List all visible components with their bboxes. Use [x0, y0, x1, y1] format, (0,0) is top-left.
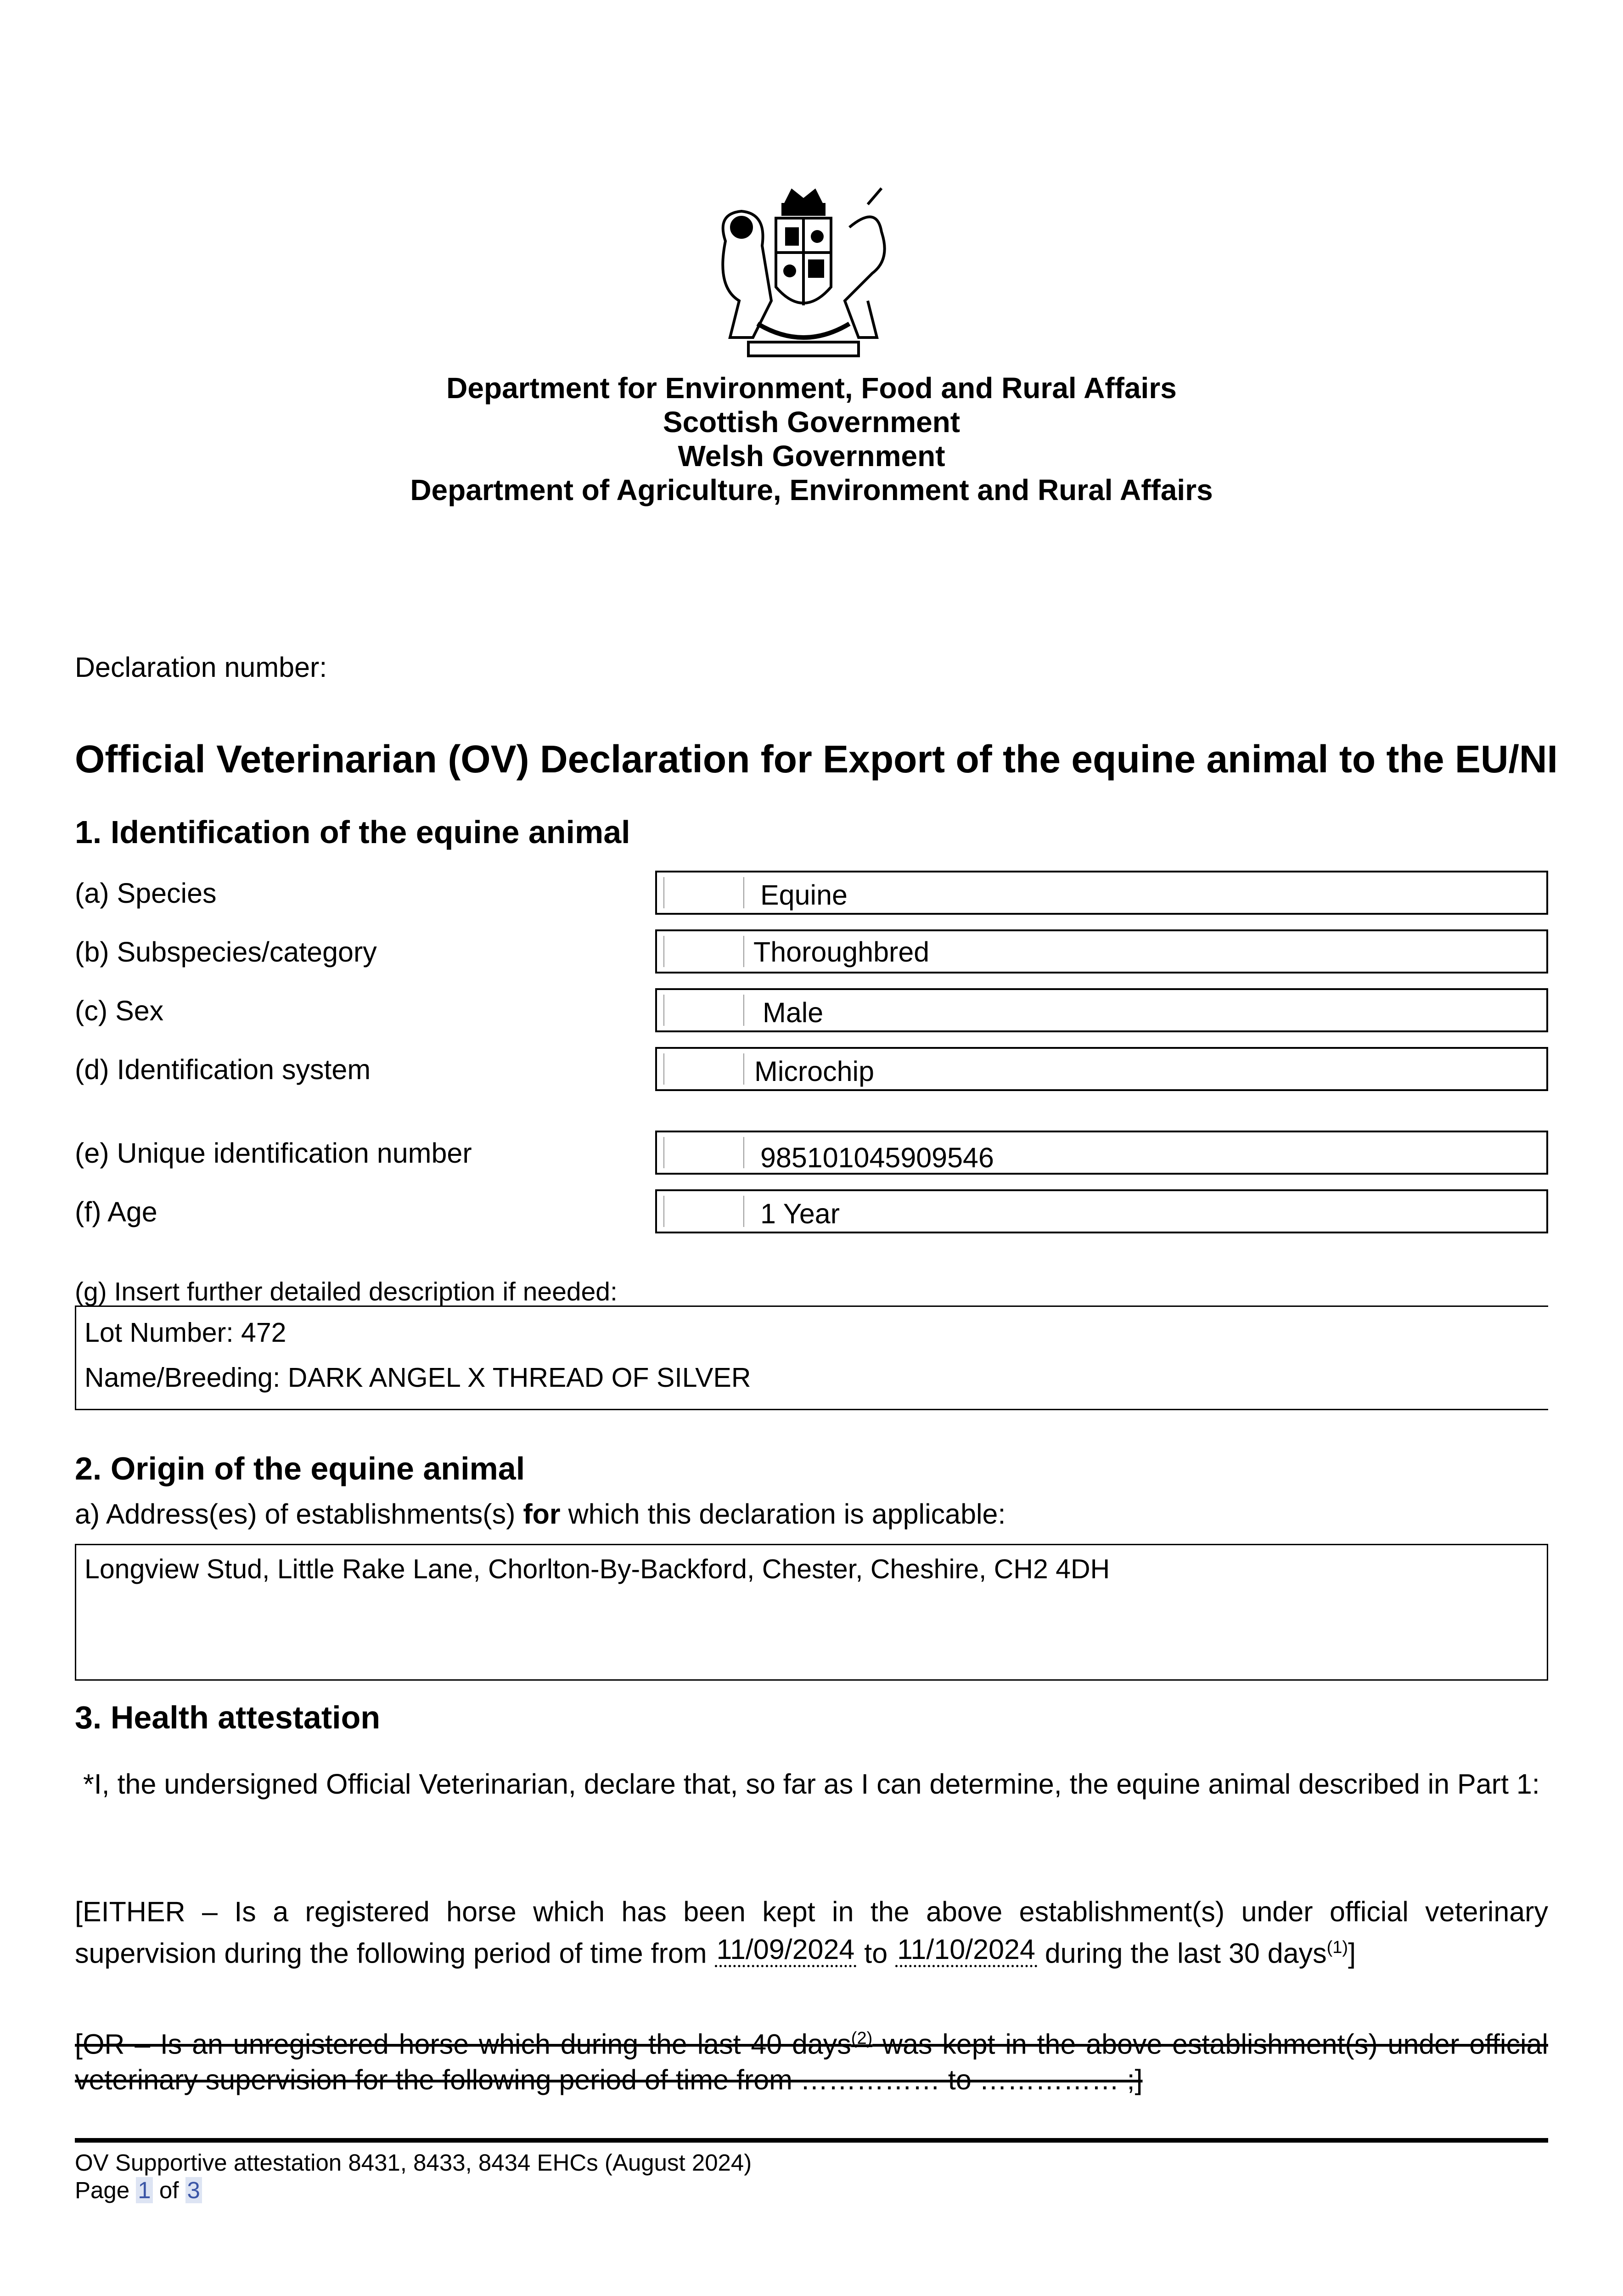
age-field[interactable] [655, 1189, 1548, 1233]
sex-value: Male [763, 997, 824, 1028]
sex-field[interactable] [655, 988, 1548, 1032]
either-clause: [EITHER – Is a registered horse which has been kept in the above establishment(s) under official veterinary supervision during the following period of time from 11/09/2024 to 11/10/2024 during the last 30 days$^{(1)}$] [75, 1896, 1548, 1969]
department-daera: Department of Agriculture, Environment and Rural Affairs [410, 473, 1213, 506]
footer-page-number: Page 1 of 3 [75, 2177, 202, 2204]
identification-system-value: Microchip [754, 1056, 875, 1087]
section2-heading: 2. Origin of the equine animal [75, 1451, 525, 1486]
establishment-address-box[interactable] [75, 1544, 1548, 1681]
page-title: Official Veterinarian (OV) Declaration for Export of the equine animal to the EU/NI [75, 737, 1558, 781]
declaration-number-label: Declaration number: [75, 652, 327, 683]
royal-coat-of-arms-icon [698, 186, 909, 365]
department-defra: Department for Environment, Food and Rural Affairs [446, 371, 1177, 405]
sex-label: (c) Sex [75, 995, 164, 1026]
subspecies-value: Thoroughbred [753, 936, 930, 968]
establishment-address: Longview Stud, Little Rake Lane, Chorlton-By-Backford, Chester, Cheshire, CH2 4DH [84, 1554, 1110, 1584]
unique-id-field[interactable] [655, 1131, 1548, 1175]
footer-divider [75, 2138, 1548, 2143]
age-label: (f) Age [75, 1196, 157, 1227]
department-welsh: Welsh Government [678, 439, 945, 473]
identification-system-field[interactable] [655, 1047, 1548, 1091]
or-clause-struck: [OR – Is an unregistered horse which during the last 40 days$^{(2)}$ was kept in the above establishment(s) under official veterinary supervision for the following period of time from …………… to …………… ;] [75, 2028, 1548, 2096]
current-page: 1 [136, 2177, 152, 2203]
total-pages: 3 [185, 2177, 202, 2203]
establishment-intro: a) Address(es) of establishments(s) for which this declaration is applicable: [75, 1498, 1006, 1530]
either-to-date[interactable]: 11/10/2024 [895, 1934, 1037, 1967]
identification-system-label: (d) Identification system [75, 1054, 371, 1085]
section1-heading: 1. Identification of the equine animal [75, 814, 630, 850]
further-description-label: (g) Insert further detailed description if needed: [75, 1277, 618, 1306]
lot-number-line: Lot Number: 472 [84, 1317, 286, 1348]
footer-form-reference: OV Supportive attestation 8431, 8433, 8434 EHCs (August 2024) [75, 2150, 752, 2176]
ov-declaration-text: *I, the undersigned Official Veterinarian, declare that, so far as I can determine, the equine animal described in Part 1: [83, 1768, 1540, 1800]
department-scottish: Scottish Government [663, 405, 960, 439]
either-from-date[interactable]: 11/09/2024 [715, 1934, 857, 1967]
subspecies-field[interactable] [655, 929, 1548, 974]
section3-heading: 3. Health attestation [75, 1699, 381, 1735]
unique-id-value: 985101045909546 [760, 1142, 994, 1173]
further-description-box[interactable] [75, 1306, 1548, 1410]
species-field[interactable] [655, 871, 1548, 915]
species-label: (a) Species [75, 878, 217, 909]
subspecies-label: (b) Subspecies/category [75, 936, 377, 968]
unique-id-label: (e) Unique identification number [75, 1137, 472, 1169]
age-value: 1 Year [760, 1198, 840, 1229]
name-breeding-line: Name/Breeding: DARK ANGEL X THREAD OF SILVER [84, 1362, 751, 1393]
species-value: Equine [760, 879, 848, 911]
